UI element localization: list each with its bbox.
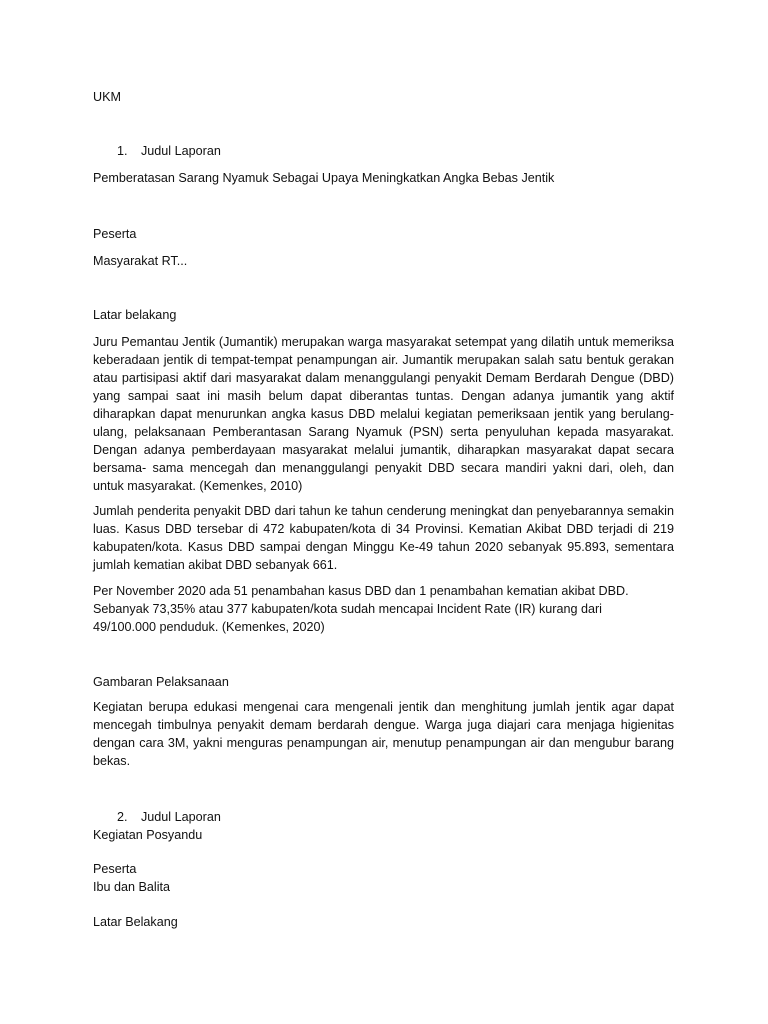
section1-gambaran-text: Kegiatan berupa edukasi mengenai cara mengenali jentik dan menghitung jumlah jentik agar dapat mencegah timbulnya penyakit demam berdarah dengue. Warga juga diajari cara menjaga higienitas dengan cara 3M, yakni menguras penampungan air, menutup penampungan air dan mengubur barang bekas. (93, 700, 674, 768)
section1-peserta-value: Masyarakat RT... (93, 254, 188, 268)
section1-number: 1. (117, 144, 128, 158)
section2-title: Judul Laporan (141, 810, 221, 824)
section1-latar-paragraph-2: Jumlah penderita penyakit DBD dari tahun ke tahun cenderung meningkat dan penyebarannya semakin luas. Kasus DBD tersebar di 472 kabupaten/kota di 34 Provinsi. Kematian Akibat DBD terjadi di 219 kabupaten/kota. Kasus DBD sampai dengan Minggu Ke-49 tahun 2020 sebanyak 95.893, sementara jumlah kematian akibat DBD sebanyak 661. (93, 504, 674, 572)
section1-latar-paragraph-3 (93, 582, 674, 636)
section1-title: Judul Laporan (141, 144, 221, 158)
latar-p3-line-3: 49/100.000 penduduk. (Kemenkes, 2020) (93, 620, 325, 634)
section1-gambaran-label: Gambaran Pelaksanaan (93, 675, 229, 689)
section2-number: 2. (117, 810, 128, 824)
section1-report-title: Pemberatasan Sarang Nyamuk Sebagai Upaya Meningkatkan Angka Bebas Jentik (93, 171, 555, 185)
section1-latar-paragraph-1: Juru Pemantau Jentik (Jumantik) merupakan warga masyarakat setempat yang dilatih untuk memeriksa keberadaan jentik di tempat-tempat penampungan air. Jumantik merupakan salah satu bentuk gerakan atau partisipasi aktif dari masyarakat dalam menanggulangi penyakit Demam Berdarah Dengue (DBD) yang sampai saat ini masih belum dapat diberantas tuntas. Dengan adanya jumantik yang aktif diharapkan dapat menurunkan angka kasus DBD melalui kegiatan pemeriksaan jentik yang berulang-ulang, pelaksanaan Pemberantasan Sarang Nyamuk (PSN) serta penyuluhan kepada masyarakat. Dengan adanya pemberdayaan masyarakat melalui jumantik, diharapkan masyarakat dapat secara bersama- sama mencegah dan menanggulangi penyakit DBD secara mandiri yakni dari, oleh, dan untuk masyarakat. (Kemenkes, 2010) (93, 335, 674, 493)
section1-latar-label: Latar belakang (93, 308, 177, 322)
section2-report-title: Kegiatan Posyandu (93, 828, 203, 842)
doc-header: UKM (93, 90, 121, 104)
section1-peserta-label: Peserta (93, 227, 137, 241)
section2-peserta-value: Ibu dan Balita (93, 880, 171, 894)
section2-heading (117, 808, 517, 826)
latar-p3-line-2: Sebanyak 73,35% atau 377 kabupaten/kota sudah mencapai Incident Rate (IR) kurang dari (93, 602, 602, 616)
latar-p3-line-1: Per November 2020 ada 51 penambahan kasus DBD dan 1 penambahan kematian akibat DBD. (93, 584, 629, 598)
section2-latar-label: Latar Belakang (93, 915, 178, 929)
section1-heading (117, 142, 517, 160)
section2-peserta-label: Peserta (93, 862, 137, 876)
